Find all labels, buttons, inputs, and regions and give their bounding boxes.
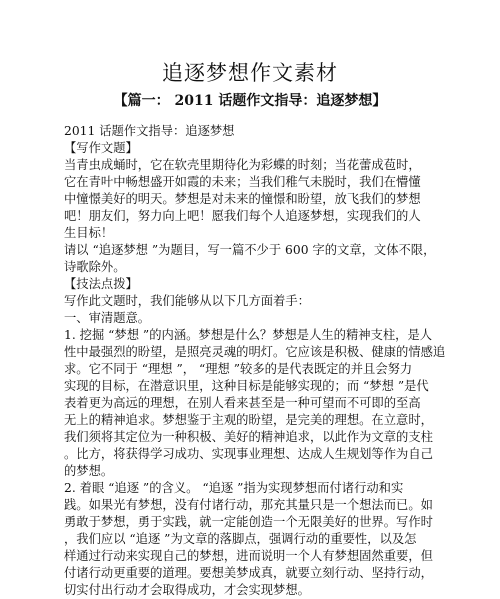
body-line: 吧！朋友们，努力向上吧！愿我们每个人追逐梦想，实现我们的人 [64,209,421,223]
body-line: 请以 “追逐梦想 ”为题目，写一篇不少于 600 字的文章，文体不限， [64,243,436,257]
section-heading: 【技法点拨】 [64,277,138,291]
body-line: 2. 着眼 “追逐 ”的含义。 “追逐 ”指为实现梦想而付诸行动和实 [64,481,404,495]
document-subtitle: 【篇一： 2011 话题作文指导：追逐梦想】 [113,93,387,109]
body-line: 性中最强烈的盼望，是照亮灵魂的明灯。它应该是积极、健康的情感追 [64,345,446,359]
body-line: 无上的精神追求。梦想鉴于主观的盼望，是完美的理想。在立意时， [64,413,433,427]
body-line: 当青虫成蛹时，它在软壳里期待化为彩蝶的时刻；当花蕾成苞时， [64,158,421,172]
body-line: 表着更为高远的理想，在别人看来甚至是一种可望而不可即的至高 [64,396,421,410]
body-line: 。比方，将获得学习成功、实现事业理想、达成人生规划等作为自己 [64,447,433,461]
body-line: 一、审清题意。 [64,311,151,325]
body-line: 的梦想。 [64,464,114,478]
body-line: 样通过行动来实现自己的梦想，进而说明一个人有梦想固然重要，但 [64,549,433,563]
body-line: 勇敢于梦想，勇于实践，就一定能创造一个无限美好的世界。写作时 [64,515,433,529]
body-line: 求。它不同于 “理想 ”， “理想 ”较多的是代表既定的并且会努力 [64,362,413,376]
body-line: 诗歌除外。 [64,260,126,274]
body-line: 它在青叶中畅想盛开如霞的未来；当我们稚气未脱时，我们在懵懂 [64,175,421,189]
body-line: 践。如果光有梦想，没有付诸行动，那充其量只是一个想法而已。如 [64,498,433,512]
section-heading: 【写作文题】 [64,141,138,155]
body-line: 写作此文题时，我们能够从以下几方面着手： [64,294,310,308]
body-line: 1. 挖掘 “梦想 ”的内涵。梦想是什么？梦想是人生的精神支柱，是人 [64,328,433,342]
body-line: 实现的目标，在潜意识里，这种目标是能够实现的；而 “梦想 ”是代 [64,379,429,393]
body-line: 我们须将其定位为一种积极、美好的精神追求，以此作为文章的支柱 [64,430,433,444]
body-line: ，我们应以 “追逐 ”为文章的落脚点，强调行动的重要性，以及怎 [64,532,417,546]
body-line: 2011 话题作文指导：追逐梦想 [64,124,235,138]
body-line: 生目标！ [64,226,114,240]
document-title: 追逐梦想作文素材 [162,61,338,85]
body-line: 中憧憬美好的明天。梦想是对未来的憧憬和盼望，放飞我们的梦想 [64,192,421,206]
body-line: 切实付出行动才会取得成功，才会实现梦想。 [64,583,310,597]
body-line: 付诸行动更重要的道理。要想美梦成真，就要立刻行动、坚持行动， [64,566,433,580]
